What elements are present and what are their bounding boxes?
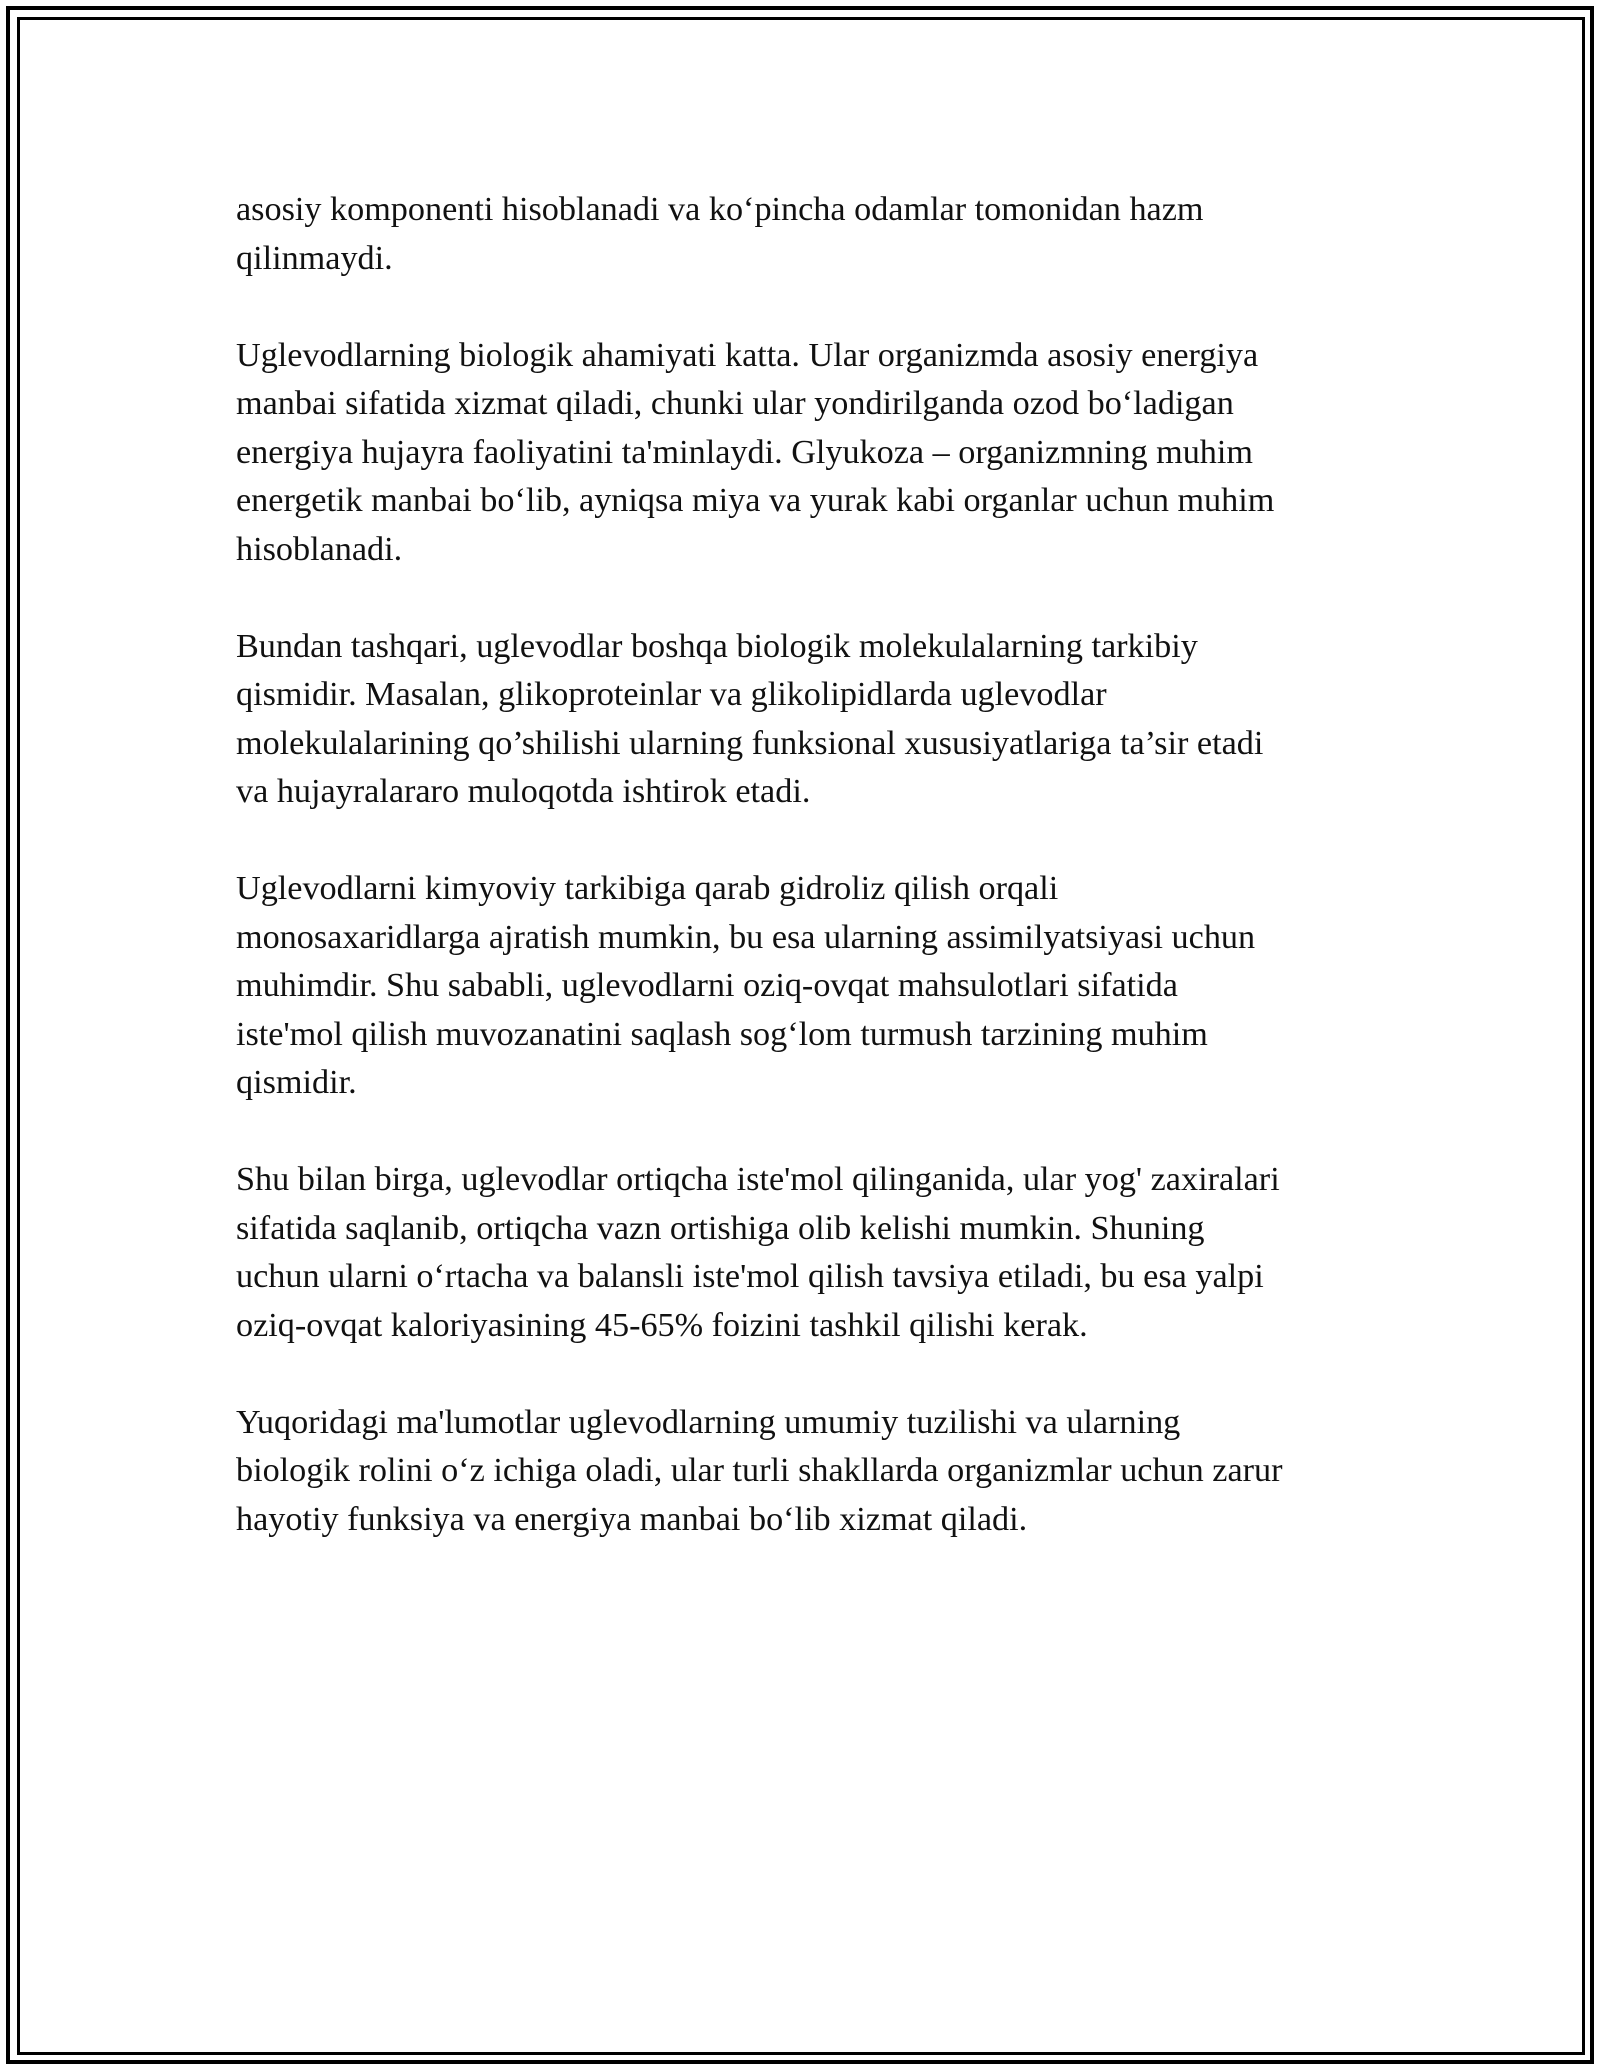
paragraph-2: Uglevodlarning biologik ahamiyati katta. Ular organizmda asosiy energiya manbai sifatida xizmat qiladi, chunki ular yondirilganda ozod bo‘ladigan energiya hujayra faoliyatini ta'minlaydi. Glyukoza – organizmning muhim energetik manbai bo‘lib, ayniqsa miya va yurak kabi organlar uchun muhim hisoblanadi. bbox=[236, 336, 1275, 568]
paragraph-5: Shu bilan birga, uglevodlar ortiqcha iste'mol qilinganida, ular yog' zaxiralari sifatida saqlanib, ortiqcha vazn ortishiga olib kelishi mumkin. Shuning uchun ularni o‘rtacha va balansli iste'mol qilish tavsiya etiladi, bu esa yalpi oziq-ovqat kaloriyasining 45-65% foizini tashkil qilishi kerak. bbox=[236, 1161, 1280, 1344]
document-body bbox=[236, 186, 1366, 1593]
paragraph-1: asosiy komponenti hisoblanadi va ko‘pincha odamlar tomonidan hazm qilinmaydi. bbox=[236, 191, 1204, 277]
paragraph-3: Bundan tashqari, uglevodlar boshqa biologik molekulalarning tarkibiy qismidir. Masalan, glikoproteinlar va glikolipidlarda uglevodlar molekulalarining qo’shilishi ularning funksional xususiyatlariga ta’sir etadi va hujayralararo muloqotda ishtirok etadi. bbox=[236, 627, 1264, 810]
paragraph-6: Yuqoridagi ma'lumotlar uglevodlarning umumiy tuzilishi va ularning biologik rolini o‘z ichiga oladi, ular turli shakllarda organizmlar uchun zarur hayotiy funksiya va energiya manbai bo‘lib xizmat qiladi. bbox=[236, 1403, 1283, 1538]
paragraph-4: Uglevodlarni kimyoviy tarkibiga qarab gidroliz qilish orqali monosaxaridlarga ajratish mumkin, bu esa ularning assimilyatsiyasi uchun muhimdir. Shu sababli, uglevodlarni oziq-ovqat mahsulotlari sifatida iste'mol qilish muvozanatini saqlash sog‘lom turmush tarzining muhim qismidir. bbox=[236, 870, 1256, 1101]
